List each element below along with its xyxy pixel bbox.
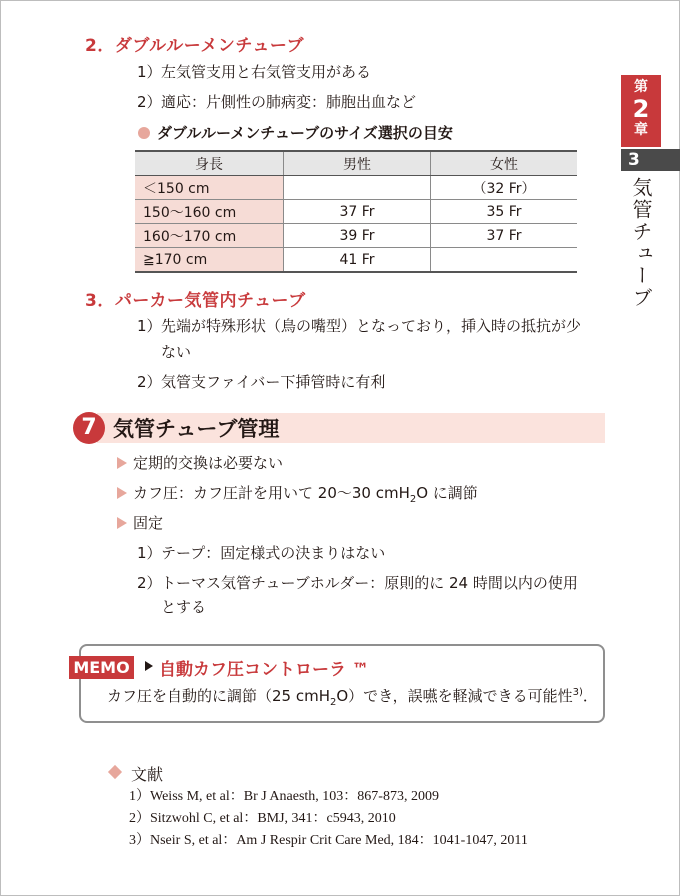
bullet-item — [117, 452, 283, 474]
bullet-text: 固定 — [133, 514, 164, 532]
item-number: 1） — [137, 544, 162, 562]
tube-size-table — [135, 150, 577, 273]
memo-title: 自動カフ圧コントローラ ™ — [159, 660, 369, 680]
fixation-item-2 — [137, 572, 609, 618]
section-2-item-1 — [137, 61, 371, 83]
row-male: 37 Fr — [284, 200, 431, 224]
section-3-item-2 — [137, 371, 385, 393]
row-male: 41 Fr — [284, 248, 431, 273]
item-number: 1） — [137, 63, 162, 81]
reference-item: 3）Nseir S, et al：Am J Respir Crit Care Med, 184：1041-1047, 2011 — [129, 833, 528, 848]
item-text: 気管支ファイバー下挿管時に有利 — [161, 373, 386, 391]
chapter-number: 2 — [632, 95, 650, 123]
diamond-bullet-icon — [108, 765, 122, 779]
item-number: 2） — [137, 574, 162, 592]
header-female: 女性 — [431, 151, 578, 176]
row-height: ＜150 cm — [135, 176, 284, 200]
item-text: 適応：片側性の肺病変：肺胞出血など — [161, 93, 417, 111]
row-female — [431, 248, 578, 273]
row-height: 150～160 cm — [135, 200, 284, 224]
triangle-bullet-icon — [117, 487, 127, 499]
item-text: 左気管支用と右気管支用がある — [161, 63, 372, 81]
item-text: テープ：固定様式の決まりはない — [161, 544, 386, 562]
section-2-heading: 2．ダブルルーメンチューブ — [85, 36, 305, 56]
row-female: 37 Fr — [431, 224, 578, 248]
memo-arrow-icon — [145, 661, 153, 671]
item-text-line-1: トーマス気管チューブホルダー：原則的に 24 時間以内の使用 — [161, 574, 578, 592]
section-3-item-1 — [137, 315, 609, 363]
table-caption: ダブルルーメンチューブのサイズ選択の目安 — [157, 124, 453, 142]
fixation-item-1 — [137, 542, 385, 564]
table-header-row — [135, 151, 577, 176]
section-7-title: 気管チューブ管理 — [113, 417, 280, 441]
triangle-bullet-icon — [117, 457, 127, 469]
table-row — [135, 176, 577, 200]
row-male: 39 Fr — [284, 224, 431, 248]
section-vertical-title: 気管チューブ — [629, 177, 653, 309]
item-number: 2） — [137, 93, 162, 111]
section-2-item-2 — [137, 91, 416, 113]
row-female: 35 Fr — [431, 200, 578, 224]
item-text-line-2: ない — [161, 343, 192, 361]
memo-text-mid: O）でき，誤嚥を軽減できる可能性 — [336, 687, 573, 705]
subscript: 2 — [330, 697, 337, 708]
bullet-text-end: O に調節 — [416, 484, 478, 502]
item-text-line-2: とする — [161, 598, 207, 616]
section-number-tab: 3 — [621, 149, 680, 171]
bullet-item — [117, 512, 163, 534]
bullet-text: カフ圧：カフ圧計を用いて 20～30 cmH — [133, 484, 410, 502]
references-title: 文献 — [131, 765, 164, 784]
bullet-text: 定期的交換は必要ない — [133, 454, 284, 472]
table-row — [135, 248, 577, 273]
reference-item: 1）Weiss M, et al：Br J Anaesth, 103：867-873, 2009 — [129, 789, 439, 804]
row-height: 160～170 cm — [135, 224, 284, 248]
citation-superscript: 3) — [572, 687, 583, 698]
subscript: 2 — [409, 494, 417, 505]
reference-item: 2）Sitzwohl C, et al：BMJ, 341：c5943, 2010 — [129, 811, 396, 826]
row-male — [284, 176, 431, 200]
chapter-tab — [621, 75, 661, 147]
memo-text: カフ圧を自動的に調節（25 cmH — [107, 687, 330, 705]
item-number: 2） — [137, 373, 162, 391]
memo-text-end: ． — [582, 687, 598, 705]
bullet-item — [117, 482, 478, 511]
memo-body — [107, 685, 598, 708]
item-text-line-1: 先端が特殊形状（鳥の嘴型）となっており，挿入時の抵抗が少 — [161, 317, 582, 335]
memo-label: MEMO — [69, 656, 134, 679]
triangle-bullet-icon — [117, 517, 127, 529]
chapter-suffix: 章 — [634, 122, 648, 138]
chapter-prefix: 第 — [634, 79, 648, 95]
header-male: 男性 — [284, 151, 431, 176]
item-number: 1） — [137, 317, 162, 335]
row-female: （32 Fr） — [431, 176, 578, 200]
section-3-heading: 3．パーカー気管内チューブ — [85, 291, 306, 311]
header-height: 身長 — [135, 151, 284, 176]
row-height: ≧170 cm — [135, 248, 284, 273]
caption-bullet-icon — [138, 127, 150, 139]
table-row — [135, 224, 577, 248]
section-7-number-badge: 7 — [73, 412, 105, 444]
table-row — [135, 200, 577, 224]
